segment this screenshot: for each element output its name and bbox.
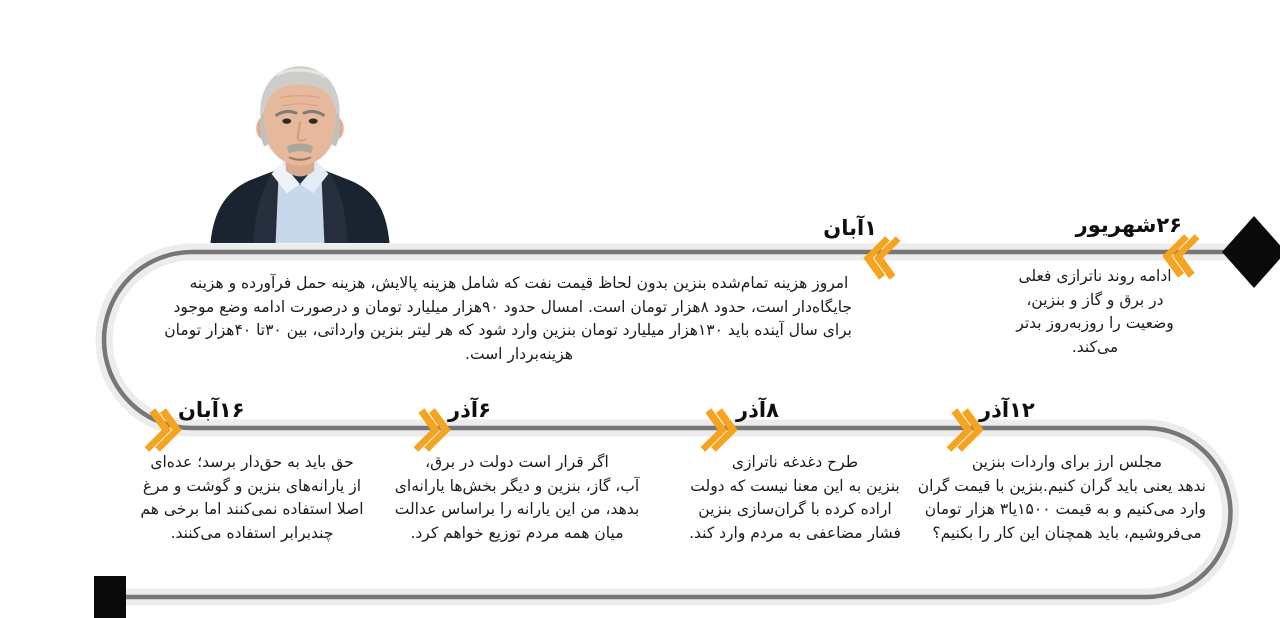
quote-line: در برق و گاز و بنزین، [1026,290,1164,309]
quote-line: فشار مضاعفی به مردم وارد کند. [689,523,901,542]
quote-line: می‌کند. [1071,337,1119,356]
quote-line: می‌فروشیم، باید همچنان این کار را بکنیم؟ [932,523,1202,542]
entry-date-label: ۱۶آبان [178,398,245,422]
quote-line: اصلا استفاده نمی‌کنند اما برخی هم [140,500,364,518]
quote-line: بدهد، من این یارانه را براساس عدالت [394,500,640,518]
quote-text [676,451,914,545]
start-diamond [1222,216,1280,288]
portrait-photo [198,50,402,243]
quote-line: آب، گاز، بنزین و دیگر بخش‌ها یارانه‌ای [394,476,640,495]
quote-line: امروز هزینه تمام‌شده بنزین بدون لحاظ قیمت نفت که شامل هزینه پالایش، هزینه حمل فرآورده و هزینه [189,274,849,292]
entry-date-label: ۱۲آذر [979,398,1035,422]
chevron-right-icon [949,404,979,456]
quote-line: میان همه مردم توزیع خواهم کرد. [410,523,624,542]
quote-text [917,451,1206,545]
chevron-right-icon [703,404,733,456]
quote-line: اگر قرار است دولت در برق، [425,453,609,471]
entry-date-label: ۱آبان [823,216,877,240]
entry-date-label: ۶آذر [448,398,491,422]
quote-text [384,451,650,545]
quote-text [164,272,852,366]
quote-text [1000,265,1190,359]
entry-date-label: ۸آذر [736,398,779,422]
quote-line: برای سال آینده باید ۱۳۰هزار میلیارد تومان بنزین وارد شود که هر لیتر بنزین وارداتی، بین ۳۰تا ۴۰هزار تومان [164,321,852,339]
quote-line: جایگاه‌دار است، حدود ۸هزار تومان است. امسال حدود ۹۰هزار میلیارد تومان و درصورت ادامه وضع موجود [173,297,852,316]
quote-line: وارد می‌کنیم و به قیمت ۱۵۰۰یا۳ هزار تومان [924,500,1206,518]
quote-line: مجلس ارز برای واردات بنزین [971,453,1163,471]
quote-line: هزینه‌بردار است. [465,344,573,363]
quote-line: اراده کرده با گران‌سازی بنزین [698,500,892,518]
quote-line: طرح دغدغه ناترازی [731,453,859,471]
end-square [94,576,126,618]
chevron-right-icon [147,404,177,456]
chevron-right-icon [416,404,446,456]
quote-line: ندهد یعنی باید گران کنیم.بنزین با قیمت گران [917,476,1206,495]
quote-line: چندبرابر استفاده می‌کنند. [170,523,334,542]
quote-line: حق باید به حق‌دار برسد؛ عده‌ای [150,453,354,471]
entry-date-label: ۲۶شهریور [1075,213,1182,237]
quote-line: از یارانه‌های بنزین و گوشت و مرغ [142,476,362,495]
quote-text [136,451,368,545]
quote-line: وضعیت را روزبه‌روز بدتر [1016,314,1174,332]
quote-line: ادامه روند ناترازی فعلی [1018,267,1172,285]
quote-line: بنزین به این معنا نیست که دولت [690,476,900,495]
